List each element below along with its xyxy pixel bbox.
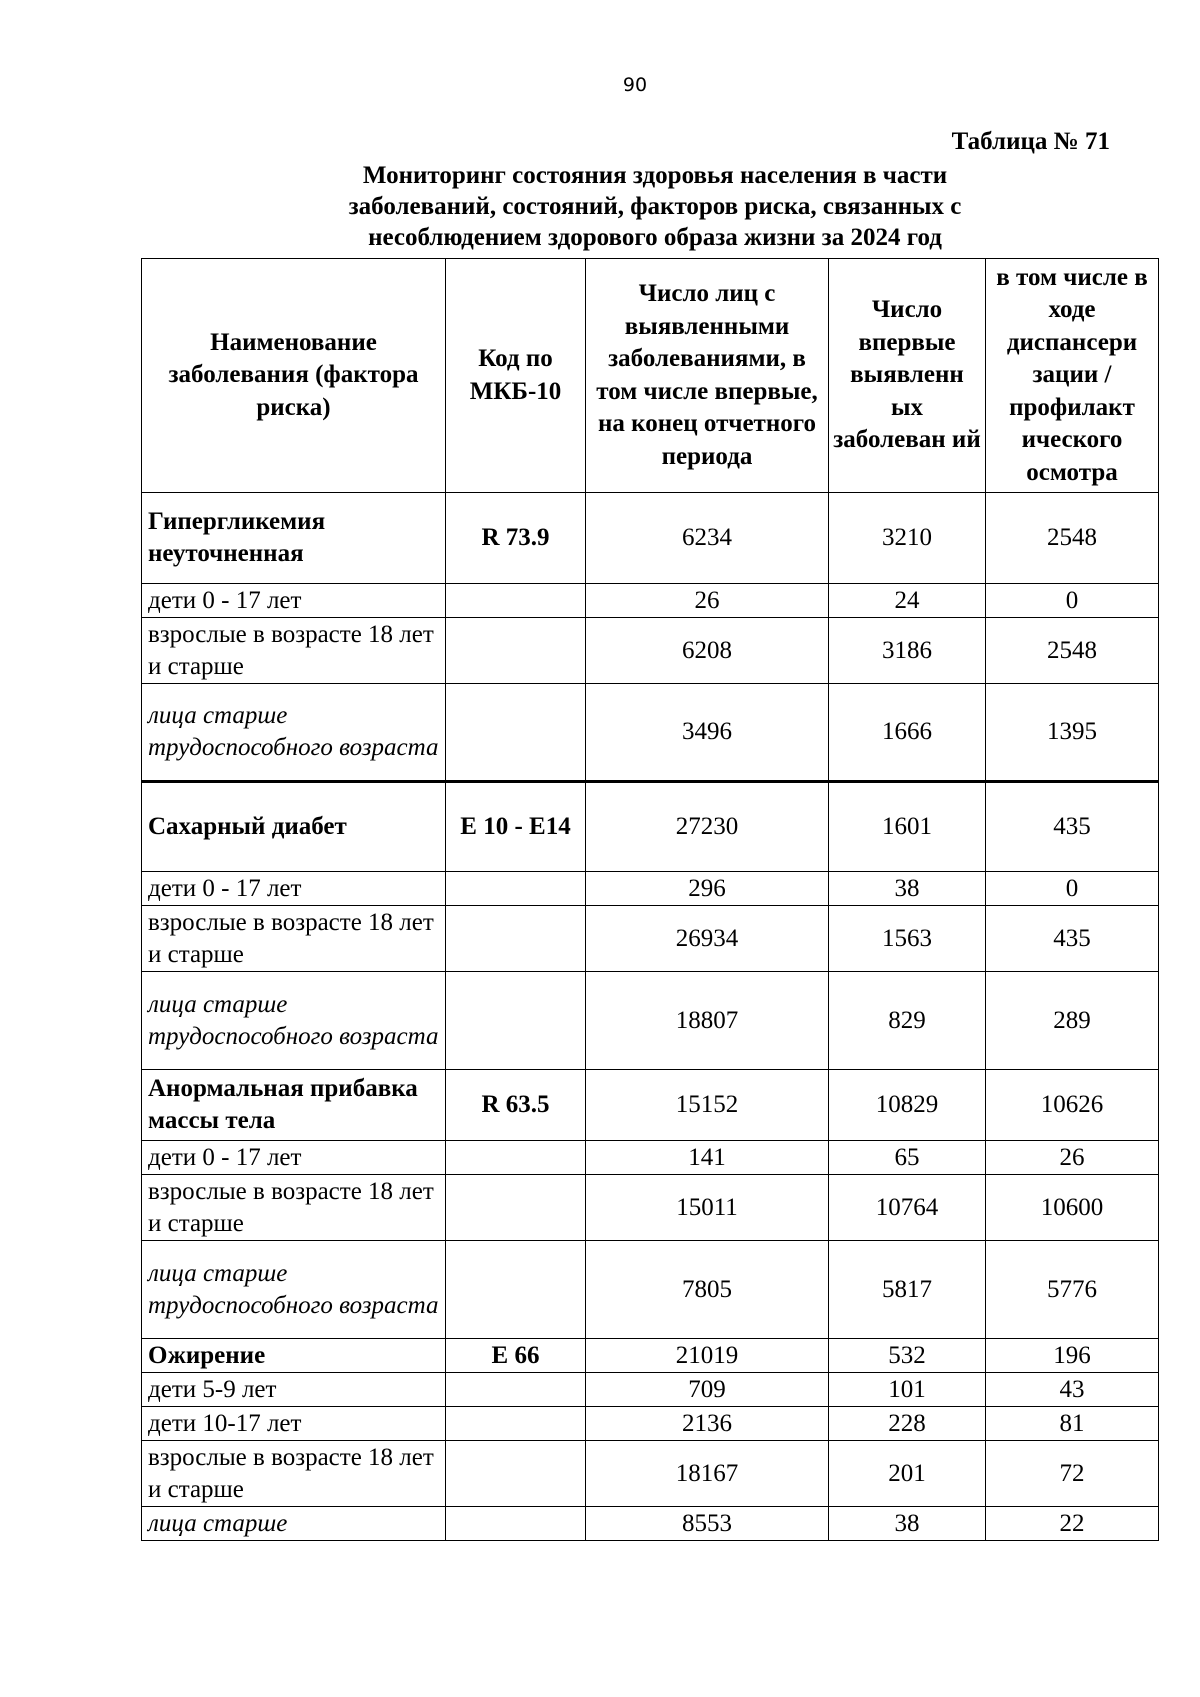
total-value: 27230 xyxy=(586,782,829,872)
header-row xyxy=(142,259,1159,493)
icd-code: Е 66 xyxy=(446,1339,586,1373)
disease-name: дети 5-9 лет xyxy=(142,1373,446,1407)
screening-value: 2548 xyxy=(986,493,1159,584)
screening-value: 435 xyxy=(986,906,1159,972)
table-row xyxy=(142,1070,1159,1141)
first-value: 5817 xyxy=(829,1241,986,1339)
first-value: 10764 xyxy=(829,1175,986,1241)
table-row xyxy=(142,1441,1159,1507)
screening-value: 26 xyxy=(986,1141,1159,1175)
total-value: 2136 xyxy=(586,1407,829,1441)
table-row xyxy=(142,1373,1159,1407)
first-value: 228 xyxy=(829,1407,986,1441)
title-line: несоблюдением здорового образа жизни за 2024 год xyxy=(368,224,942,251)
title-line: заболеваний, состояний, факторов риска, связанных с xyxy=(348,193,962,220)
icd-code xyxy=(446,618,586,684)
first-value: 3210 xyxy=(829,493,986,584)
first-value: 10829 xyxy=(829,1070,986,1141)
first-value: 1666 xyxy=(829,684,986,782)
total-value: 26 xyxy=(586,584,829,618)
icd-code xyxy=(446,1175,586,1241)
disease-name: Сахарный диабет xyxy=(142,782,446,872)
table-title xyxy=(270,160,1040,253)
disease-name: взрослые в возрасте 18 лет и старше xyxy=(142,618,446,684)
table-row xyxy=(142,584,1159,618)
table-row xyxy=(142,1339,1159,1373)
icd-code xyxy=(446,684,586,782)
header-first-detected: Число впервые выявленн ых заболеван ий xyxy=(829,259,986,493)
screening-value: 10626 xyxy=(986,1070,1159,1141)
screening-value: 81 xyxy=(986,1407,1159,1441)
icd-code xyxy=(446,1373,586,1407)
total-value: 18167 xyxy=(586,1441,829,1507)
total-value: 6234 xyxy=(586,493,829,584)
title-line: Мониторинг состояния здоровья населения в части xyxy=(362,162,948,189)
total-value: 26934 xyxy=(586,906,829,972)
table-row xyxy=(142,1507,1159,1541)
first-value: 829 xyxy=(829,972,986,1070)
total-value: 18807 xyxy=(586,972,829,1070)
total-value: 7805 xyxy=(586,1241,829,1339)
disease-name: дети 0 - 17 лет xyxy=(142,584,446,618)
disease-name: дети 10-17 лет xyxy=(142,1407,446,1441)
screening-value: 5776 xyxy=(986,1241,1159,1339)
screening-value: 0 xyxy=(986,872,1159,906)
total-value: 21019 xyxy=(586,1339,829,1373)
disease-name: Гипергликемия неуточненная xyxy=(142,493,446,584)
screening-value: 72 xyxy=(986,1441,1159,1507)
icd-code: R 73.9 xyxy=(446,493,586,584)
first-value: 65 xyxy=(829,1141,986,1175)
total-value: 141 xyxy=(586,1141,829,1175)
icd-code xyxy=(446,872,586,906)
table-row xyxy=(142,1241,1159,1339)
icd-code xyxy=(446,1407,586,1441)
header-icd-code: Код по МКБ-10 xyxy=(446,259,586,493)
header-disease-name: Наименование заболевания (фактора риска) xyxy=(142,259,446,493)
first-value: 3186 xyxy=(829,618,986,684)
disease-name: Ожирение xyxy=(142,1339,446,1373)
table-row xyxy=(142,1407,1159,1441)
icd-code: R 63.5 xyxy=(446,1070,586,1141)
disease-name: взрослые в возрасте 18 лет и старше xyxy=(142,1441,446,1507)
total-value: 3496 xyxy=(586,684,829,782)
screening-value: 43 xyxy=(986,1373,1159,1407)
total-value: 15011 xyxy=(586,1175,829,1241)
icd-code: Е 10 - Е14 xyxy=(446,782,586,872)
disease-name: взрослые в возрасте 18 лет и старше xyxy=(142,1175,446,1241)
disease-name: Анормальная прибавка массы тела xyxy=(142,1070,446,1141)
disease-name: дети 0 - 17 лет xyxy=(142,872,446,906)
page-number: 90 xyxy=(622,74,648,96)
table-row xyxy=(142,493,1159,584)
table-row xyxy=(142,782,1159,872)
disease-name: лица старше трудоспособного возраста xyxy=(142,1241,446,1339)
icd-code xyxy=(446,972,586,1070)
icd-code xyxy=(446,1141,586,1175)
screening-value: 289 xyxy=(986,972,1159,1070)
table-row xyxy=(142,972,1159,1070)
screening-value: 435 xyxy=(986,782,1159,872)
disease-name: дети 0 - 17 лет xyxy=(142,1141,446,1175)
first-value: 101 xyxy=(829,1373,986,1407)
disease-name: лица старше трудоспособного возраста xyxy=(142,684,446,782)
icd-code xyxy=(446,1441,586,1507)
disease-name: лица старше трудоспособного возраста xyxy=(142,972,446,1070)
first-value: 1563 xyxy=(829,906,986,972)
disease-name: взрослые в возрасте 18 лет и старше xyxy=(142,906,446,972)
icd-code xyxy=(446,906,586,972)
screening-value: 1395 xyxy=(986,684,1159,782)
first-value: 1601 xyxy=(829,782,986,872)
total-value: 15152 xyxy=(586,1070,829,1141)
table-label: Таблица № 71 xyxy=(951,128,1110,155)
total-value: 6208 xyxy=(586,618,829,684)
first-value: 201 xyxy=(829,1441,986,1507)
total-value: 296 xyxy=(586,872,829,906)
header-screening: в том числе в ходе диспансери зации / профилакт ического осмотра xyxy=(986,259,1159,493)
icd-code xyxy=(446,584,586,618)
table-row xyxy=(142,906,1159,972)
table-row xyxy=(142,872,1159,906)
first-value: 38 xyxy=(829,1507,986,1541)
disease-name: лица старше xyxy=(142,1507,446,1541)
total-value: 8553 xyxy=(586,1507,829,1541)
icd-code xyxy=(446,1241,586,1339)
total-value: 709 xyxy=(586,1373,829,1407)
table-row xyxy=(142,618,1159,684)
health-monitoring-table xyxy=(141,258,1159,1541)
screening-value: 2548 xyxy=(986,618,1159,684)
icd-code xyxy=(446,1507,586,1541)
table-row xyxy=(142,1175,1159,1241)
first-value: 24 xyxy=(829,584,986,618)
screening-value: 22 xyxy=(986,1507,1159,1541)
first-value: 38 xyxy=(829,872,986,906)
screening-value: 10600 xyxy=(986,1175,1159,1241)
table-row xyxy=(142,1141,1159,1175)
first-value: 532 xyxy=(829,1339,986,1373)
header-total-persons: Число лиц с выявленными заболеваниями, в том числе впервые, на конец отчетного периода xyxy=(586,259,829,493)
table-row xyxy=(142,684,1159,782)
screening-value: 196 xyxy=(986,1339,1159,1373)
screening-value: 0 xyxy=(986,584,1159,618)
